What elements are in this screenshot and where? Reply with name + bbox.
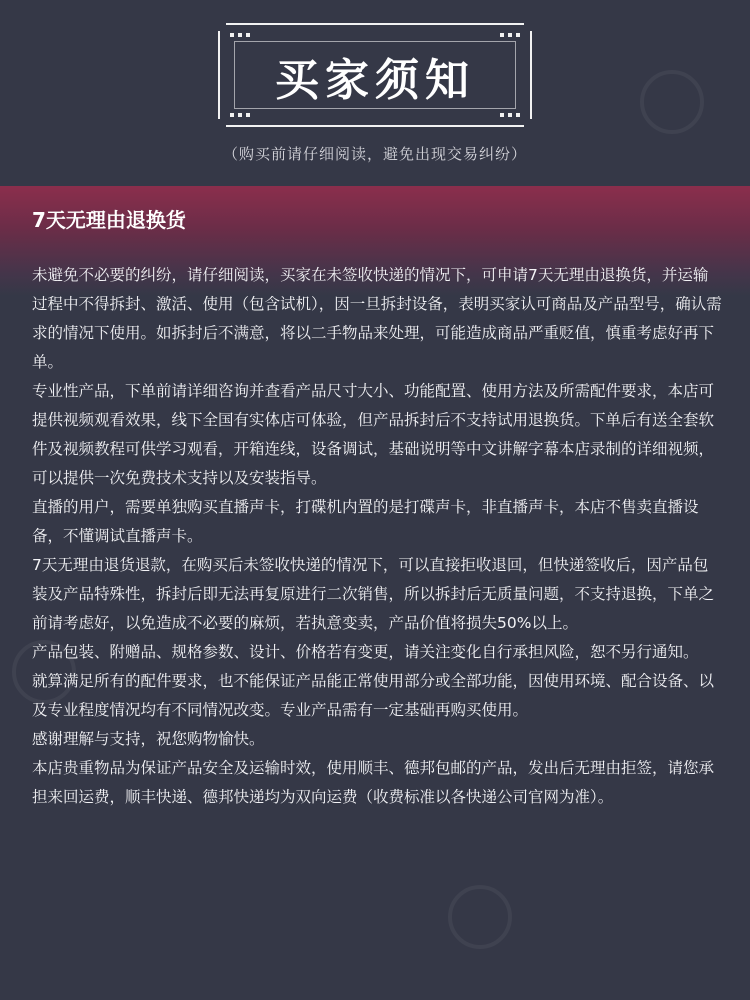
decor-dots [230,33,250,37]
paragraph: 本店贵重物品为保证产品安全及运输时效，使用顺丰、德邦包邮的产品，发出后无理由拒签，请您承担来回运费，顺丰快递、德邦快递均为双向运费（收费标准以各快递公司官网为准）。 [32,759,715,806]
notice-content [32,261,722,812]
watermark-logo [448,885,512,949]
paragraph: 专业性产品，下单前请详细咨询并查看产品尺寸大小、功能配置、使用方法及所需配件要求，本店可提供视频观看效果，线下全国有实体店可体验，但产品拆封后不支持试用退换货。下单后有送全套软件及视频教程可供学习观看，开箱连线，设备调试，基础说明等中文讲解字幕本店录制的详细视频，可以提供一次免费技术支持以及安装指导。 [32,382,715,487]
watermark-logo [640,70,704,134]
paragraph: 直播的用户，需要单独购买直播声卡，打碟机内置的是打碟声卡，非直播声卡，本店不售卖直播设备，不懂调试直播声卡。 [32,498,699,545]
paragraph: 感谢理解与支持，祝您购物愉快。 [32,730,265,748]
page-subtitle: （购买前请仔细阅读，避免出现交易纠纷） [222,145,527,163]
page-title: 买家须知 [275,55,475,106]
title-frame [218,23,532,127]
paragraph: 未避免不必要的纠纷，请仔细阅读，买家在未签收快递的情况下，可申请7天无理由退换货，并运输过程中不得拆封、激活、使用（包含试机），因一旦拆封设备，表明买家认可商品及产品型号，确认需求的情况下使用。如拆封后不满意，将以二手物品来处理，可能造成商品严重贬值，慎重考虑好再下单。 [32,266,722,371]
section-title: 7天无理由退换货 [32,208,186,232]
decor-dots [500,33,520,37]
paragraph: 就算满足所有的配件要求，也不能保证产品能正常使用部分或全部功能，因使用环境、配合设备、以及专业程度情况均有不同情况改变。专业产品需有一定基础再购买使用。 [32,672,715,719]
decor-dots [500,113,520,117]
paragraph: 产品包装、附赠品、规格参数、设计、价格若有变更，请关注变化自行承担风险，恕不另行通知。 [32,643,699,661]
paragraph: 7天无理由退货退款，在购买后未签收快递的情况下，可以直接拒收退回，但快递签收后，因产品包装及产品特殊性，拆封后即无法再复原进行二次销售，所以拆封后无质量问题，不支持退换，下单之前请考虑好，以免造成不必要的麻烦，若执意变卖，产品价值将损失50%以上。 [32,556,715,632]
decor-dots [230,113,250,117]
